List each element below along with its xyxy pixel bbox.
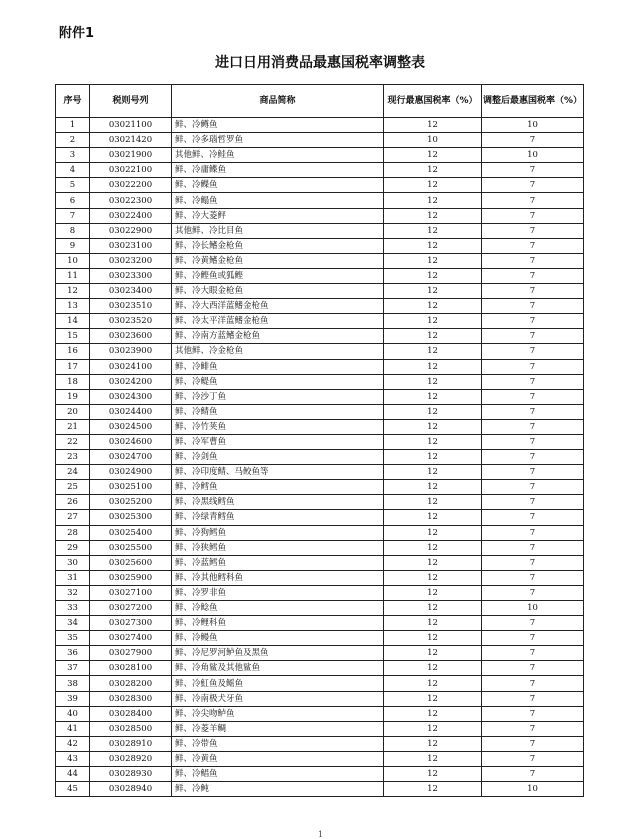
table-row [56,721,584,736]
table-row [56,374,584,389]
cell-seq: 24 [56,465,90,480]
cell-name: 鲜、冷南方蓝鳍金枪鱼 [172,329,384,344]
cell-tariff-no: 03028920 [90,751,172,766]
cell-name: 鲜、冷绿青鳕鱼 [172,510,384,525]
cell-adjusted-rate: 7 [482,389,584,404]
cell-current-rate: 10 [384,133,482,148]
cell-tariff-no: 03024400 [90,404,172,419]
cell-seq: 35 [56,631,90,646]
cell-tariff-no: 03023100 [90,238,172,253]
cell-tariff-no: 03027100 [90,585,172,600]
table-row [56,314,584,329]
cell-seq: 45 [56,782,90,797]
header-current-rate: 现行最惠国税率（%） [384,85,482,118]
cell-seq: 19 [56,389,90,404]
cell-name: 鲜、冷鲳鱼 [172,767,384,782]
table-row [56,178,584,193]
table-header-row [56,85,584,118]
cell-adjusted-rate: 7 [482,314,584,329]
cell-name: 鲜、冷大眼金枪鱼 [172,284,384,299]
cell-seq: 33 [56,601,90,616]
cell-seq: 36 [56,646,90,661]
cell-adjusted-rate: 7 [482,178,584,193]
cell-adjusted-rate: 7 [482,540,584,555]
cell-current-rate: 12 [384,646,482,661]
cell-adjusted-rate: 7 [482,661,584,676]
cell-tariff-no: 03025500 [90,540,172,555]
cell-tariff-no: 03021420 [90,133,172,148]
cell-name: 鲜、冷鳀鱼 [172,374,384,389]
cell-adjusted-rate: 7 [482,374,584,389]
cell-seq: 20 [56,404,90,419]
cell-name: 鲜、冷印度鲭、马鲛鱼等 [172,465,384,480]
cell-current-rate: 12 [384,299,482,314]
table-row [56,525,584,540]
cell-tariff-no: 03025900 [90,570,172,585]
table-row [56,751,584,766]
cell-current-rate: 12 [384,555,482,570]
cell-current-rate: 12 [384,163,482,178]
cell-seq: 14 [56,314,90,329]
cell-name: 鲜、冷南极犬牙鱼 [172,691,384,706]
cell-name: 鲜、冷大西洋蓝鳍金枪鱼 [172,299,384,314]
cell-name: 鲜、冷鲀 [172,782,384,797]
cell-name: 鲜、冷尖吻鲈鱼 [172,706,384,721]
table-row [56,118,584,133]
cell-name: 其他鲜、冷比目鱼 [172,223,384,238]
cell-tariff-no: 03024200 [90,374,172,389]
cell-tariff-no: 03025100 [90,480,172,495]
cell-seq: 21 [56,419,90,434]
table-row [56,133,584,148]
table-row [56,389,584,404]
cell-name: 鲜、冷黄鳍金枪鱼 [172,253,384,268]
cell-name: 鲜、冷黑线鳕鱼 [172,495,384,510]
table-row [56,676,584,691]
cell-current-rate: 12 [384,525,482,540]
cell-seq: 25 [56,480,90,495]
cell-seq: 10 [56,253,90,268]
cell-adjusted-rate: 7 [482,706,584,721]
cell-adjusted-rate: 7 [482,676,584,691]
cell-seq: 4 [56,163,90,178]
cell-seq: 3 [56,148,90,163]
cell-name: 鲜、冷狭鳕鱼 [172,540,384,555]
cell-adjusted-rate: 7 [482,193,584,208]
tariff-table [55,84,584,797]
table-row [56,661,584,676]
cell-current-rate: 12 [384,767,482,782]
cell-tariff-no: 03023200 [90,253,172,268]
cell-current-rate: 12 [384,253,482,268]
cell-tariff-no: 03027900 [90,646,172,661]
cell-current-rate: 12 [384,661,482,676]
cell-tariff-no: 03022200 [90,178,172,193]
cell-tariff-no: 03024900 [90,465,172,480]
cell-current-rate: 12 [384,631,482,646]
cell-seq: 15 [56,329,90,344]
table-row [56,646,584,661]
cell-tariff-no: 03027200 [90,601,172,616]
cell-current-rate: 12 [384,314,482,329]
cell-name: 鲜、冷鲣鱼或狐鲣 [172,268,384,283]
table-row [56,404,584,419]
cell-name: 鲜、冷魟鱼及鳐鱼 [172,676,384,691]
cell-name: 鲜、冷罗非鱼 [172,585,384,600]
cell-tariff-no: 03022400 [90,208,172,223]
cell-tariff-no: 03025200 [90,495,172,510]
cell-adjusted-rate: 7 [482,434,584,449]
cell-tariff-no: 03024100 [90,359,172,374]
cell-adjusted-rate: 10 [482,148,584,163]
page-title: 进口日用消费品最惠国税率调整表 [215,55,425,71]
table-row [56,284,584,299]
cell-seq: 5 [56,178,90,193]
cell-tariff-no: 03023900 [90,344,172,359]
cell-seq: 22 [56,434,90,449]
cell-current-rate: 12 [384,585,482,600]
cell-current-rate: 12 [384,782,482,797]
cell-adjusted-rate: 10 [482,782,584,797]
cell-adjusted-rate: 7 [482,419,584,434]
cell-seq: 8 [56,223,90,238]
header-adjusted-rate: 调整后最惠国税率（%） [482,85,584,118]
table-row [56,540,584,555]
cell-current-rate: 12 [384,434,482,449]
cell-tariff-no: 03028300 [90,691,172,706]
table-row [56,480,584,495]
cell-name: 鲜、冷太平洋蓝鳍金枪鱼 [172,314,384,329]
table-row [56,223,584,238]
cell-current-rate: 12 [384,118,482,133]
cell-seq: 18 [56,374,90,389]
cell-seq: 32 [56,585,90,600]
table-row [56,450,584,465]
cell-tariff-no: 03023520 [90,314,172,329]
cell-name: 鲜、冷竹荚鱼 [172,419,384,434]
cell-current-rate: 12 [384,616,482,631]
cell-seq: 27 [56,510,90,525]
table-row [56,208,584,223]
cell-seq: 34 [56,616,90,631]
header-name: 商品简称 [172,85,384,118]
cell-name: 鲜、冷蓝鳕鱼 [172,555,384,570]
cell-seq: 29 [56,540,90,555]
cell-adjusted-rate: 7 [482,721,584,736]
cell-current-rate: 12 [384,601,482,616]
cell-name: 鲜、冷尼罗河鲈鱼及黑鱼 [172,646,384,661]
cell-tariff-no: 03022100 [90,163,172,178]
table-row [56,631,584,646]
cell-seq: 23 [56,450,90,465]
table-row [56,419,584,434]
cell-tariff-no: 03022300 [90,193,172,208]
cell-tariff-no: 03021100 [90,118,172,133]
cell-adjusted-rate: 7 [482,284,584,299]
cell-adjusted-rate: 7 [482,555,584,570]
cell-tariff-no: 03024300 [90,389,172,404]
cell-current-rate: 12 [384,419,482,434]
cell-tariff-no: 03024600 [90,434,172,449]
table-row [56,601,584,616]
cell-seq: 40 [56,706,90,721]
cell-name: 鲜、冷菱羊鲷 [172,721,384,736]
table-row [56,555,584,570]
cell-adjusted-rate: 7 [482,223,584,238]
cell-adjusted-rate: 7 [482,238,584,253]
cell-adjusted-rate: 7 [482,329,584,344]
cell-seq: 13 [56,299,90,314]
table-row [56,616,584,631]
cell-seq: 42 [56,736,90,751]
cell-seq: 44 [56,767,90,782]
cell-current-rate: 12 [384,389,482,404]
cell-seq: 2 [56,133,90,148]
cell-name: 鲜、冷军曹鱼 [172,434,384,449]
cell-tariff-no: 03025300 [90,510,172,525]
table-row [56,344,584,359]
table-row [56,253,584,268]
cell-adjusted-rate: 7 [482,525,584,540]
cell-name: 鲜、冷鲤科鱼 [172,616,384,631]
cell-current-rate: 12 [384,344,482,359]
cell-current-rate: 12 [384,495,482,510]
cell-current-rate: 12 [384,480,482,495]
cell-name: 鲜、冷鲱鱼 [172,359,384,374]
cell-tariff-no: 03023300 [90,268,172,283]
cell-tariff-no: 03028400 [90,706,172,721]
cell-adjusted-rate: 7 [482,465,584,480]
cell-seq: 1 [56,118,90,133]
cell-current-rate: 12 [384,238,482,253]
cell-adjusted-rate: 10 [482,118,584,133]
cell-seq: 9 [56,238,90,253]
cell-tariff-no: 03028930 [90,767,172,782]
cell-tariff-no: 03021900 [90,148,172,163]
cell-name: 鲜、冷沙丁鱼 [172,389,384,404]
table-row [56,495,584,510]
cell-seq: 12 [56,284,90,299]
cell-name: 鲜、冷鳎鱼 [172,193,384,208]
cell-current-rate: 12 [384,374,482,389]
cell-name: 鲜、冷大菱鲆 [172,208,384,223]
table-row [56,238,584,253]
cell-adjusted-rate: 7 [482,268,584,283]
cell-name: 鲜、冷庸鲽鱼 [172,163,384,178]
cell-current-rate: 12 [384,284,482,299]
cell-tariff-no: 03025600 [90,555,172,570]
cell-name: 鲜、冷剑鱼 [172,450,384,465]
cell-seq: 7 [56,208,90,223]
cell-current-rate: 12 [384,721,482,736]
table-row [56,585,584,600]
cell-seq: 43 [56,751,90,766]
cell-seq: 39 [56,691,90,706]
cell-adjusted-rate: 7 [482,616,584,631]
table-row [56,193,584,208]
cell-tariff-no: 03027400 [90,631,172,646]
header-tariff-no: 税则号列 [90,85,172,118]
cell-current-rate: 12 [384,676,482,691]
cell-adjusted-rate: 7 [482,751,584,766]
cell-adjusted-rate: 10 [482,601,584,616]
cell-current-rate: 12 [384,208,482,223]
cell-current-rate: 12 [384,465,482,480]
cell-current-rate: 12 [384,751,482,766]
cell-adjusted-rate: 7 [482,585,584,600]
table-body [56,118,584,797]
table-row [56,148,584,163]
cell-seq: 41 [56,721,90,736]
table-row [56,329,584,344]
cell-seq: 26 [56,495,90,510]
cell-adjusted-rate: 7 [482,253,584,268]
cell-adjusted-rate: 7 [482,163,584,178]
cell-adjusted-rate: 7 [482,133,584,148]
table-row [56,570,584,585]
cell-tariff-no: 03028940 [90,782,172,797]
cell-adjusted-rate: 7 [482,450,584,465]
cell-adjusted-rate: 7 [482,344,584,359]
table-row [56,299,584,314]
cell-current-rate: 12 [384,223,482,238]
cell-current-rate: 12 [384,736,482,751]
cell-tariff-no: 03024500 [90,419,172,434]
cell-current-rate: 12 [384,359,482,374]
cell-name: 鲜、冷长鳍金枪鱼 [172,238,384,253]
cell-name: 鲜、冷狗鳕鱼 [172,525,384,540]
cell-tariff-no: 03028500 [90,721,172,736]
cell-current-rate: 12 [384,329,482,344]
cell-seq: 11 [56,268,90,283]
cell-adjusted-rate: 7 [482,631,584,646]
table-row [56,782,584,797]
cell-tariff-no: 03028910 [90,736,172,751]
cell-name: 鲜、冷鳕鱼 [172,480,384,495]
cell-current-rate: 12 [384,193,482,208]
cell-adjusted-rate: 7 [482,359,584,374]
cell-current-rate: 12 [384,691,482,706]
cell-current-rate: 12 [384,404,482,419]
cell-name: 鲜、冷多瑙哲罗鱼 [172,133,384,148]
cell-name: 鲜、冷角鲨及其他鲨鱼 [172,661,384,676]
cell-seq: 31 [56,570,90,585]
cell-adjusted-rate: 7 [482,208,584,223]
cell-tariff-no: 03022900 [90,223,172,238]
cell-tariff-no: 03027300 [90,616,172,631]
cell-current-rate: 12 [384,510,482,525]
table-row [56,691,584,706]
attachment-label: 附件1 [59,26,95,41]
cell-adjusted-rate: 7 [482,480,584,495]
cell-tariff-no: 03023600 [90,329,172,344]
table-row [56,465,584,480]
cell-current-rate: 12 [384,570,482,585]
cell-name: 鲜、冷鳟鱼 [172,118,384,133]
cell-adjusted-rate: 7 [482,736,584,751]
cell-tariff-no: 03023510 [90,299,172,314]
cell-current-rate: 12 [384,450,482,465]
cell-name: 鲜、冷带鱼 [172,736,384,751]
cell-adjusted-rate: 7 [482,404,584,419]
cell-tariff-no: 03023400 [90,284,172,299]
cell-name: 鲜、冷鲽鱼 [172,178,384,193]
cell-tariff-no: 03025400 [90,525,172,540]
cell-tariff-no: 03028200 [90,676,172,691]
cell-name: 其他鲜、冷鲑鱼 [172,148,384,163]
cell-seq: 28 [56,525,90,540]
cell-name: 鲜、冷鳗鱼 [172,631,384,646]
cell-seq: 38 [56,676,90,691]
header-seq: 序号 [56,85,90,118]
table-row [56,736,584,751]
table-row [56,268,584,283]
cell-seq: 17 [56,359,90,374]
cell-name: 其他鲜、冷金枪鱼 [172,344,384,359]
cell-seq: 30 [56,555,90,570]
cell-name: 鲜、冷其他鳕科鱼 [172,570,384,585]
cell-adjusted-rate: 7 [482,767,584,782]
cell-adjusted-rate: 7 [482,570,584,585]
cell-seq: 6 [56,193,90,208]
table-row [56,434,584,449]
cell-name: 鲜、冷鲶鱼 [172,601,384,616]
cell-name: 鲜、冷鲭鱼 [172,404,384,419]
cell-adjusted-rate: 7 [482,299,584,314]
cell-current-rate: 12 [384,148,482,163]
cell-adjusted-rate: 7 [482,495,584,510]
cell-current-rate: 12 [384,178,482,193]
table-row [56,706,584,721]
cell-current-rate: 12 [384,540,482,555]
cell-adjusted-rate: 7 [482,691,584,706]
table-row [56,359,584,374]
cell-current-rate: 12 [384,706,482,721]
cell-adjusted-rate: 7 [482,646,584,661]
table-row [56,163,584,178]
cell-tariff-no: 03024700 [90,450,172,465]
cell-adjusted-rate: 7 [482,510,584,525]
cell-tariff-no: 03028100 [90,661,172,676]
page-number: 1 [318,830,324,839]
table-row [56,767,584,782]
cell-seq: 37 [56,661,90,676]
cell-name: 鲜、冷黄鱼 [172,751,384,766]
cell-current-rate: 12 [384,268,482,283]
cell-seq: 16 [56,344,90,359]
table-row [56,510,584,525]
